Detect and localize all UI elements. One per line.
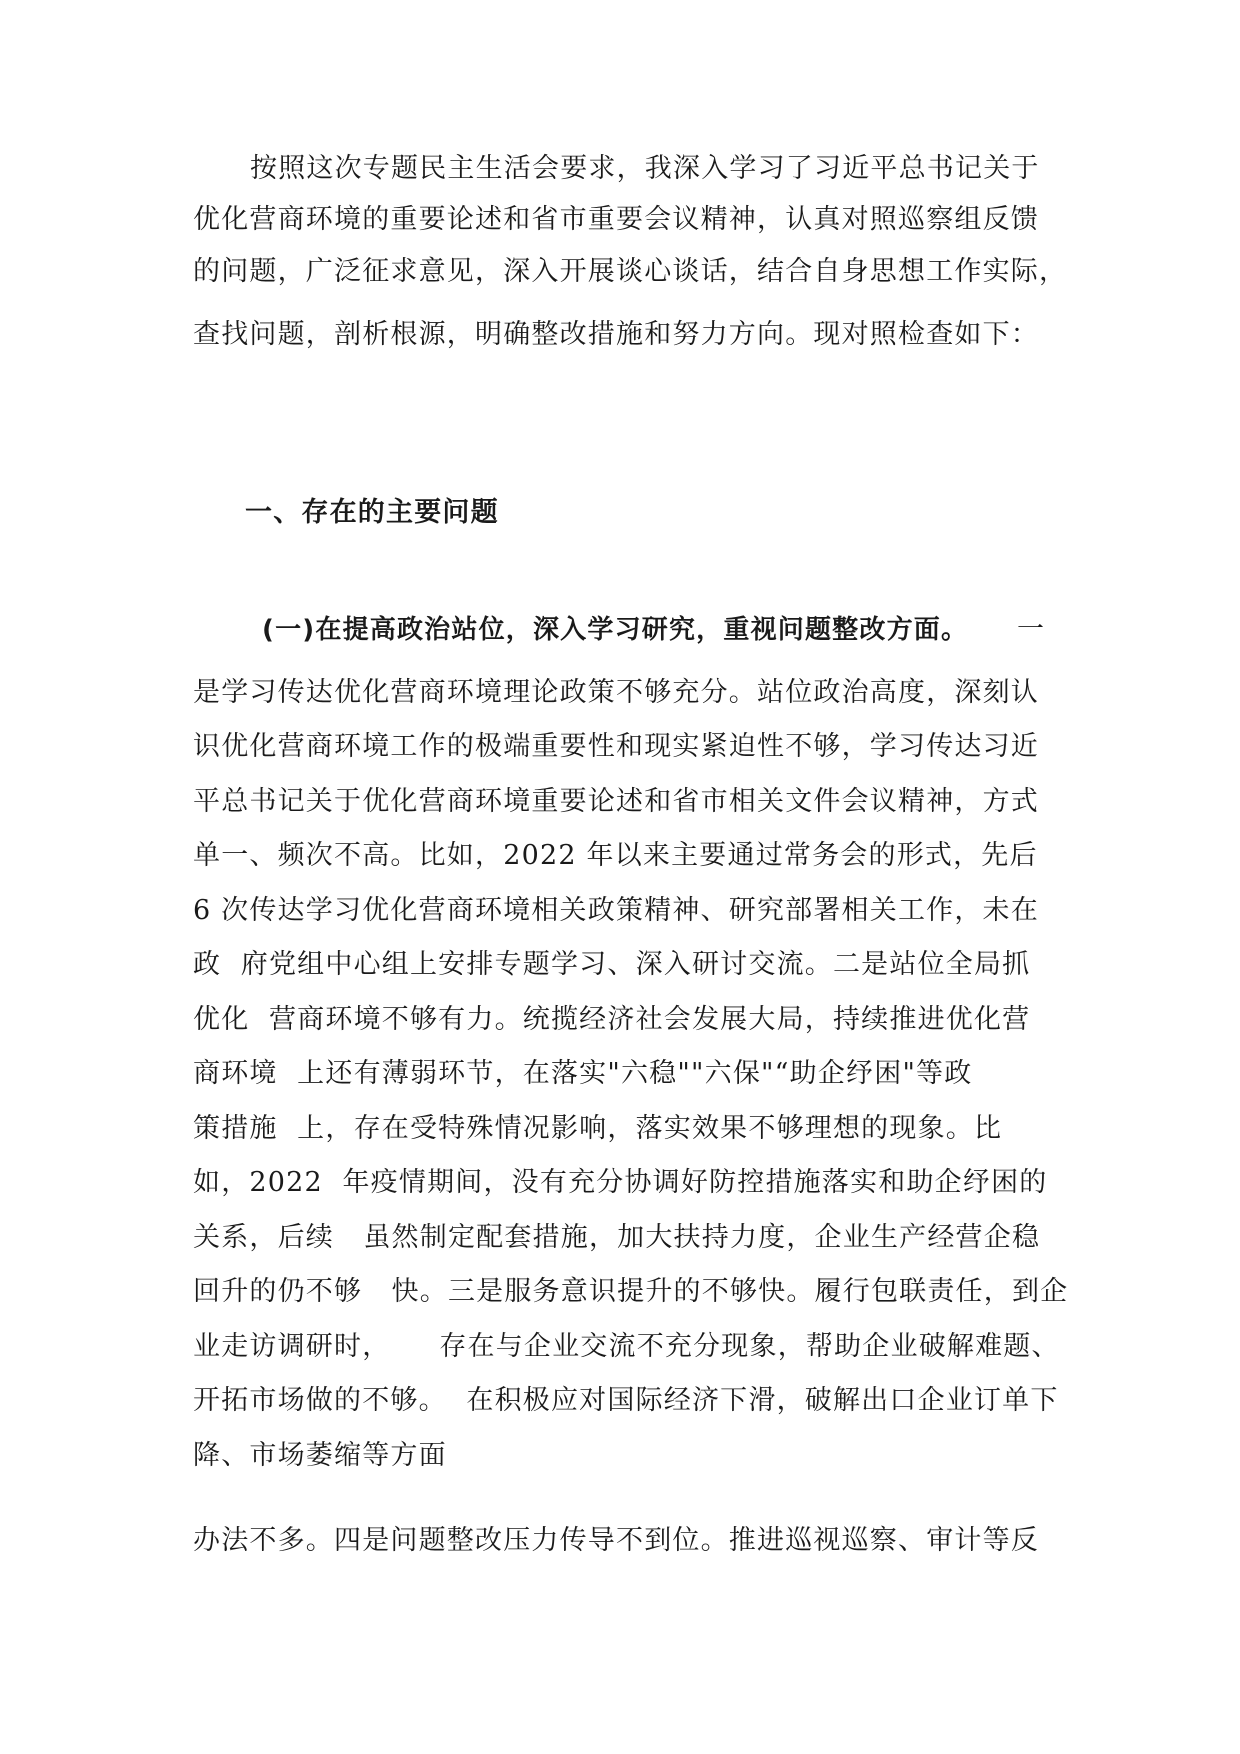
body-line-14: 开拓市场做的不够。 在积极应对国际经济下滑，破解出口企业订单下 — [193, 1385, 1059, 1416]
body-line-12: 回升的仍不够 快。三是服务意识提升的不够快。履行包联责任，到企 — [193, 1276, 1069, 1307]
body-line-15: 降、市场萎缩等方面 — [193, 1440, 447, 1471]
body-line-8: 商环境 上还有薄弱环节，在落实"六稳""六保"“助企纾困"等政 — [193, 1058, 973, 1089]
subsection-heading: (一)在提高政治站位，深入学习研究，重视问题整改方面。 — [262, 615, 969, 645]
intro-line-4: 查找问题，剖析根源，明确整改措施和努力方向。现对照检查如下： — [193, 319, 1039, 350]
subsection-lead-in: 一 — [1017, 614, 1046, 645]
body-line-7: 优化 营商环境不够有力。统揽经济社会发展大局，持续推进优化营 — [193, 1004, 1031, 1035]
section-heading: 一、存在的主要问题 — [245, 497, 499, 528]
body-line-10: 如，2022 年疫情期间，没有充分协调好防控措施落实和助企纾困的 — [193, 1167, 1048, 1198]
intro-line-1: 按照这次专题民主生活会要求，我深入学习了习近平总书记关于 — [250, 153, 1040, 184]
body-line-13: 业走访调研时， 存在与企业交流不充分现象，帮助企业破解难题、 — [193, 1331, 1060, 1362]
body-line-3: 平总书记关于优化营商环境重要论述和省市相关文件会议精神，方式 — [193, 786, 1039, 817]
body-line-6: 政 府党组中心组上安排专题学习、深入研讨交流。二是站位全局抓 — [193, 949, 1031, 980]
body-line-4: 单一、频次不高。比如，2022 年以来主要通过常务会的形式，先后 — [193, 840, 1038, 871]
intro-line-2: 优化营商环境的重要论述和省市重要会议精神，认真对照巡察组反馈 — [193, 204, 1039, 235]
intro-line-3: 的问题，广泛征求意见，深入开展谈心谈话，结合自身思想工作实际， — [193, 256, 1068, 287]
body-line-1: 是学习传达优化营商环境理论政策不够充分。站位政治高度，深刻认 — [193, 677, 1039, 708]
continued-line-1: 办法不多。四是问题整改压力传导不到位。推进巡视巡察、审计等反 — [193, 1525, 1039, 1556]
body-line-9: 策措施 上，存在受特殊情况影响，落实效果不够理想的现象。比 — [193, 1113, 1003, 1144]
body-line-5: 6 次传达学习优化营商环境相关政策精神、研究部署相关工作，未在 — [193, 895, 1039, 926]
body-line-11: 关系，后续 虽然制定配套措施，加大扶持力度，企业生产经营企稳 — [193, 1222, 1041, 1253]
body-line-2: 识优化营商环境工作的极端重要性和现实紧迫性不够，学习传达习近 — [193, 731, 1039, 762]
